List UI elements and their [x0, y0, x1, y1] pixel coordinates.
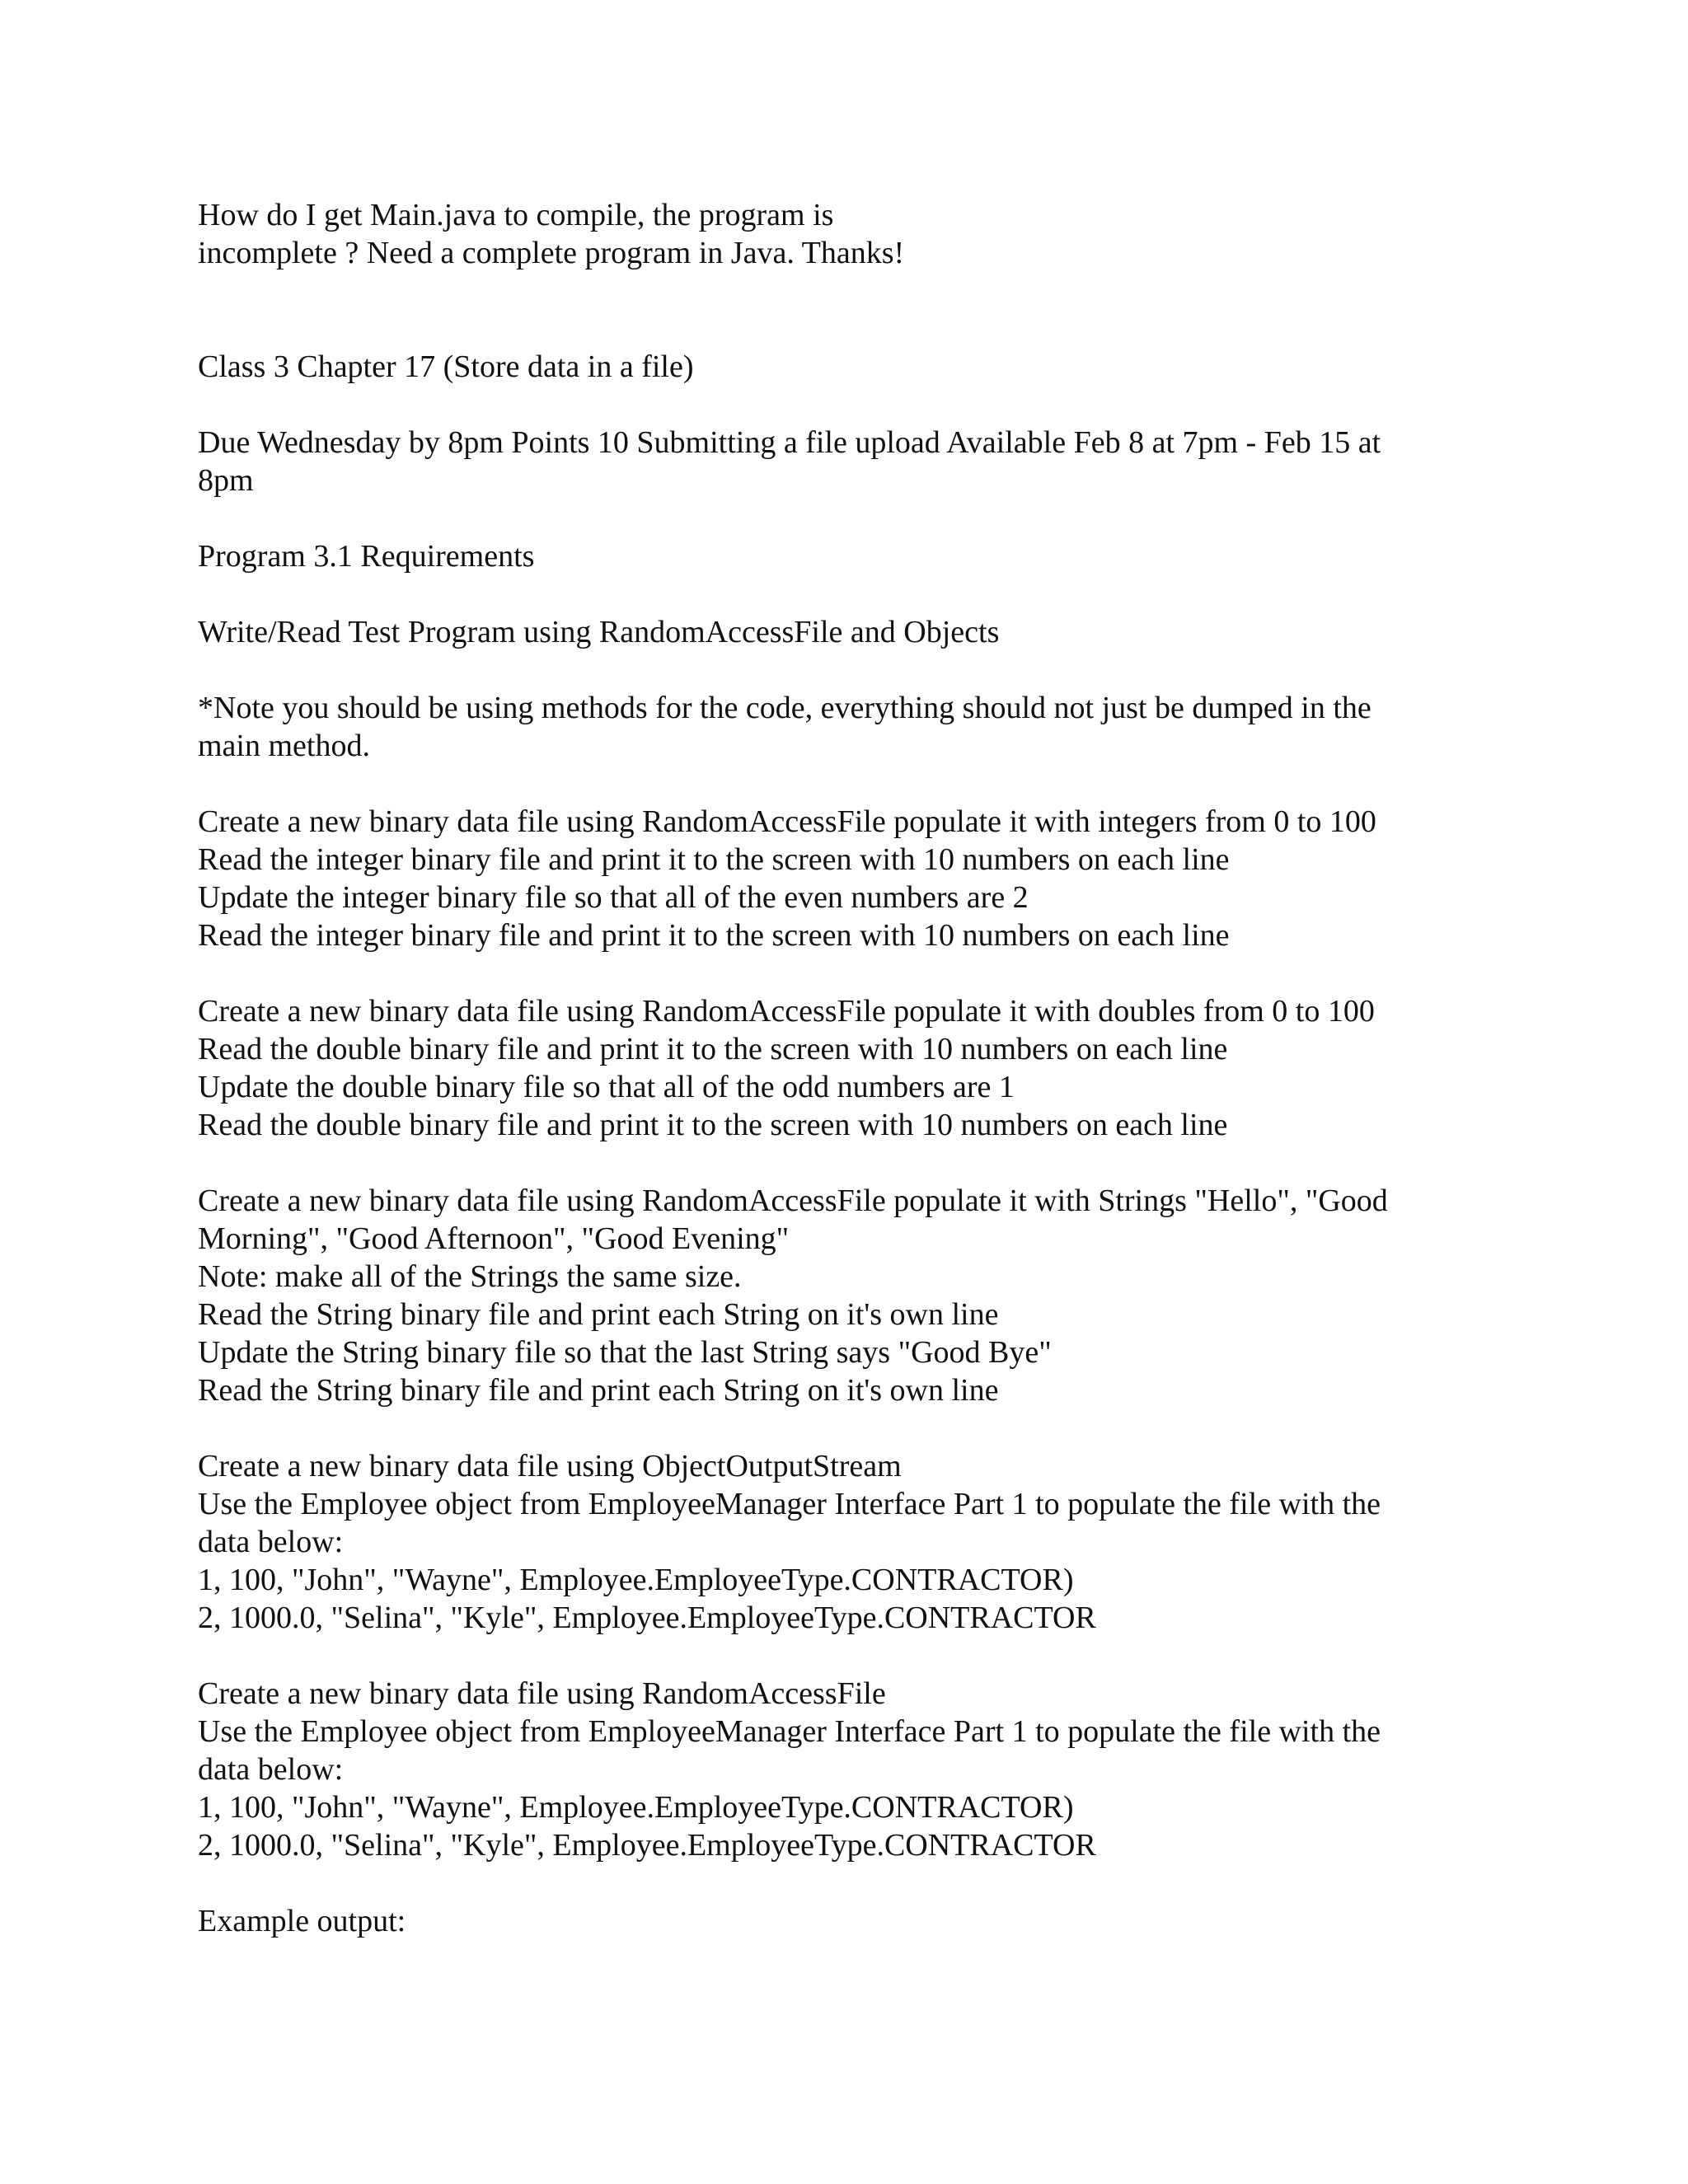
text-line: Note: make all of the Strings the same size.: [198, 1259, 742, 1294]
text-line: Update the String binary file so that the last String says "Good Bye": [198, 1335, 1052, 1370]
text-line: Write/Read Test Program using RandomAccessFile and Objects: [198, 615, 1000, 649]
text-line: *Note you should be using methods for the code, everything should not just be dumped in the: [198, 691, 1372, 725]
text-line: Example output:: [198, 1904, 406, 1938]
text-line: 2, 1000.0, "Selina", "Kyle", Employee.EmployeeType.CONTRACTOR: [198, 1601, 1096, 1635]
text-line: Morning", "Good Afternoon", "Good Evening": [198, 1221, 790, 1256]
text-line: Due Wednesday by 8pm Points 10 Submitting a file upload Available Feb 8 at 7pm - Feb 15 at: [198, 425, 1381, 460]
text-line: Update the double binary file so that all of the odd numbers are 1: [198, 1070, 1015, 1104]
due-info-paragraph: [198, 424, 1484, 499]
text-line: Program 3.1 Requirements: [198, 539, 535, 574]
text-line: Create a new binary data file using RandomAccessFile populate it with integers from 0 to 100: [198, 804, 1376, 839]
text-line: data below:: [198, 1752, 344, 1787]
text-line: Use the Employee object from EmployeeManager Interface Part 1 to populate the file with the: [198, 1714, 1381, 1749]
program-heading: [198, 537, 1484, 575]
note-paragraph: [198, 689, 1484, 765]
text-line: Create a new binary data file using RandomAccessFile: [198, 1676, 886, 1711]
text-line: Read the String binary file and print each String on it's own line: [198, 1373, 999, 1408]
text-line: Read the double binary file and print it to the screen with 10 numbers on each line: [198, 1032, 1228, 1066]
document-page: [198, 196, 1484, 1940]
text-line: 1, 100, "John", "Wayne", Employee.EmployeeType.CONTRACTOR): [198, 1790, 1074, 1825]
random-access-employee-section: [198, 1675, 1484, 1864]
question-paragraph: [198, 196, 1484, 272]
text-line: 2, 1000.0, "Selina", "Kyle", Employee.EmployeeType.CONTRACTOR: [198, 1828, 1096, 1863]
program-subtitle: [198, 613, 1484, 651]
text-line: Create a new binary data file using RandomAccessFile populate it with Strings "Hello", "Good: [198, 1183, 1388, 1218]
text-line: main method.: [198, 729, 370, 763]
text-line: Create a new binary data file using ObjectOutputStream: [198, 1449, 902, 1483]
text-line: Read the double binary file and print it to the screen with 10 numbers on each line: [198, 1108, 1228, 1142]
object-output-stream-section: [198, 1447, 1484, 1637]
integer-file-section: [198, 803, 1484, 954]
text-line: Class 3 Chapter 17 (Store data in a file): [198, 349, 694, 384]
text-line: Read the integer binary file and print it to the screen with 10 numbers on each line: [198, 918, 1230, 953]
text-line: Use the Employee object from EmployeeManager Interface Part 1 to populate the file with the: [198, 1487, 1381, 1521]
example-output-label: [198, 1902, 1484, 1940]
text-line: data below:: [198, 1525, 344, 1559]
assignment-title: [198, 348, 1484, 386]
double-file-section: [198, 992, 1484, 1144]
text-line: 8pm: [198, 463, 254, 498]
text-line: incomplete ? Need a complete program in Java. Thanks!: [198, 236, 905, 270]
text-line: Read the String binary file and print each String on it's own line: [198, 1297, 999, 1332]
text-line: Read the integer binary file and print it to the screen with 10 numbers on each line: [198, 842, 1230, 877]
string-file-section: [198, 1182, 1484, 1409]
text-line: Update the integer binary file so that all of the even numbers are 2: [198, 880, 1029, 915]
text-line: How do I get Main.java to compile, the program is: [198, 198, 834, 232]
text-line: Create a new binary data file using RandomAccessFile populate it with doubles from 0 to 100: [198, 994, 1375, 1029]
text-line: 1, 100, "John", "Wayne", Employee.EmployeeType.CONTRACTOR): [198, 1563, 1074, 1597]
